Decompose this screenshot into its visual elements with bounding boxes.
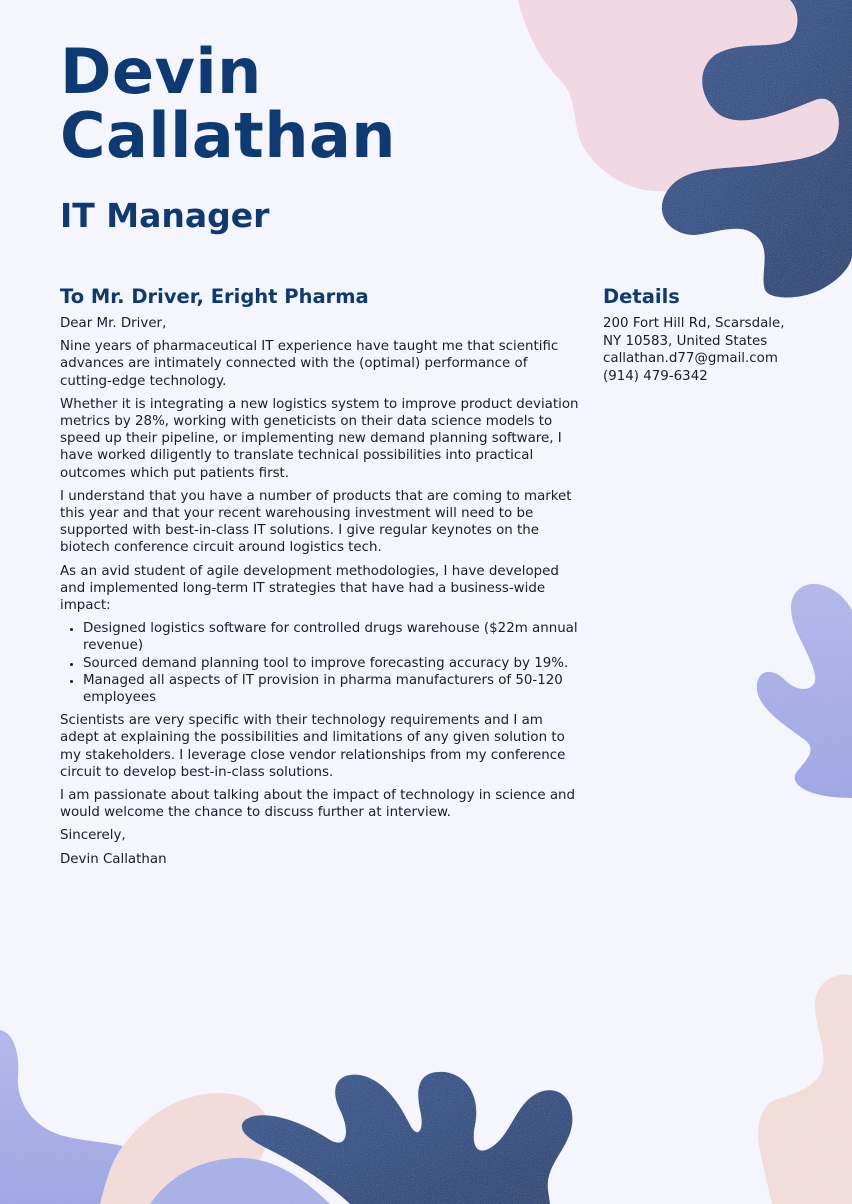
list-item: • Sourced demand planning tool to improve forecasting accuracy by 19%. [83,655,580,672]
paragraph: As an avid student of agile development methodologies, I have developed and implemented long-term IT strategies that have had a business-wide impact: [60,563,559,614]
paragraph: Whether it is integrating a new logistics system to improve product deviation metrics by 28%, working with geneticists on their data science models to speed up their pipeline, or implementing new demand planning software, I have worked diligently to translate technical possibilities into practical outcomes which put patients first. [60,396,579,481]
salutation: Dear Mr. Driver, [60,316,167,331]
paragraph: I am passionate about talking about the impact of technology in science and would welcome the chance to discuss further at interview. [60,788,576,821]
list-item: • Managed all aspects of IT provision in pharma manufacturers of 50-120 employees [83,672,580,706]
address-line-2: NY 10583, United States [603,333,768,349]
phone: (914) 479-6342 [603,368,708,384]
paragraph: Nine years of pharmaceutical IT experience have taught me that scientific advances are intimately connected with the (optimal) performance of cutting-edge technology. [60,339,559,389]
letter-heading: To Mr. Driver, Eright Pharma [60,285,369,308]
applicant-name [60,35,396,172]
peach-blob-bottom-right [758,975,852,1204]
achievement-list [60,620,580,706]
first-name: Devin [60,35,262,108]
address-line-1: 200 Fort Hill Rd, Scarsdale, [603,316,785,331]
details-section [603,284,833,385]
letter-body [60,284,580,874]
job-title: IT Manager [60,196,270,235]
details-heading: Details [603,285,680,308]
paragraph: I understand that you have a number of products that are coming to market this year and that your recent warehousing investment will need to be supported with best-in-class IT solutions. I give regular keynotes on the biotech conference circuit around logistics tech. [60,488,572,556]
list-item: • Designed logistics software for controlled drugs warehouse ($22m annual revenue) [83,620,580,654]
periwinkle-leaf-right [757,584,852,798]
paragraph: Scientists are very specific with their technology requirements and I am adept at explaining the possibilities and limitations of any given solution to my stakeholders. I leverage close vendor relationships from my conference circuit to develop best-in-class solutions. [60,713,566,780]
signature: Devin Callathan [60,851,167,867]
last-name: Callathan [60,99,396,172]
email: callathan.d77@gmail.com [603,351,778,366]
sign-off: Sincerely, [60,828,126,844]
